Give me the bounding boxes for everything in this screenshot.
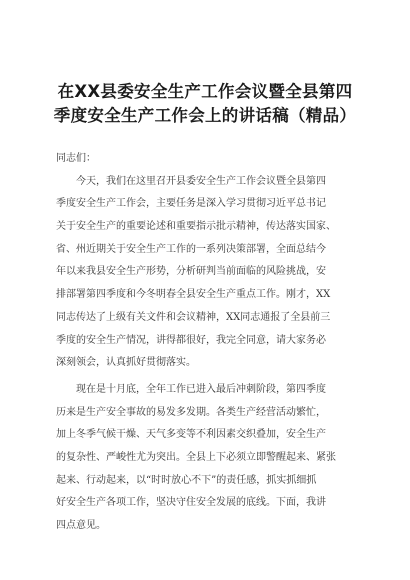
paragraph-line: 深刻领会，认真抓好贯彻落实。	[56, 357, 196, 369]
paragraph-line: 季度的安全生产情况，讲得都很好，我完全同意，请大家务必	[56, 334, 326, 346]
paragraph-line: 季度安全生产工作会，主要任务是深入学习贯彻习近平总书记	[56, 198, 326, 210]
document-body	[56, 148, 356, 538]
paragraph-line: 同志传达了上级有关文件和会议精神，XX同志通报了全县前三	[56, 311, 331, 323]
paragraph-line: 年以来我县安全生产形势，分析研判当前面临的风险挑战，安	[56, 266, 326, 278]
paragraph-2	[56, 379, 356, 538]
paragraph-line: 加上冬季气候干燥、天气多变等不利因素交织叠加，安全生产	[56, 429, 326, 441]
paragraph-1	[56, 171, 356, 375]
paragraph-line: 今天，我们在这里召开县委安全生产工作会议暨全县第四	[56, 175, 326, 187]
document-title	[40, 80, 370, 128]
paragraph-line: 排部署第四季度和今冬明春全县安全生产重点工作。刚才，XX	[56, 289, 331, 301]
paragraph-line: 起来、行动起来，以“时时放心不下”的责任感，抓实抓细抓	[56, 474, 317, 486]
paragraph-line: 现在是十月底，全年工作已进入最后冲刺阶段，第四季度	[56, 383, 326, 395]
paragraph-line: 省、州近期关于安全生产工作的一系列决策部署，全面总结今	[56, 243, 326, 255]
paragraph-line: 好安全生产各项工作，坚决守住安全发展的底线。下面，我讲	[56, 497, 326, 509]
paragraph-line: 四点意见。	[56, 520, 106, 531]
paragraph-line: 的复杂性、严峻性尤为突出。全县上下必须立即警醒起来、紧张	[56, 451, 336, 463]
title-line-2: 季度安全生产工作会上的讲话稿（精品）	[53, 106, 357, 125]
title-line-1: 在XX县委安全生产工作会议暨全县第四	[57, 82, 353, 101]
paragraph-line: 关于安全生产的重要论述和重要指示批示精神，传达落实国家、	[56, 221, 336, 233]
paragraph-line: 历来是生产安全事故的易发多发期。各类生产经营活动繁忙，	[56, 406, 326, 418]
greeting: 同志们：	[56, 153, 96, 164]
